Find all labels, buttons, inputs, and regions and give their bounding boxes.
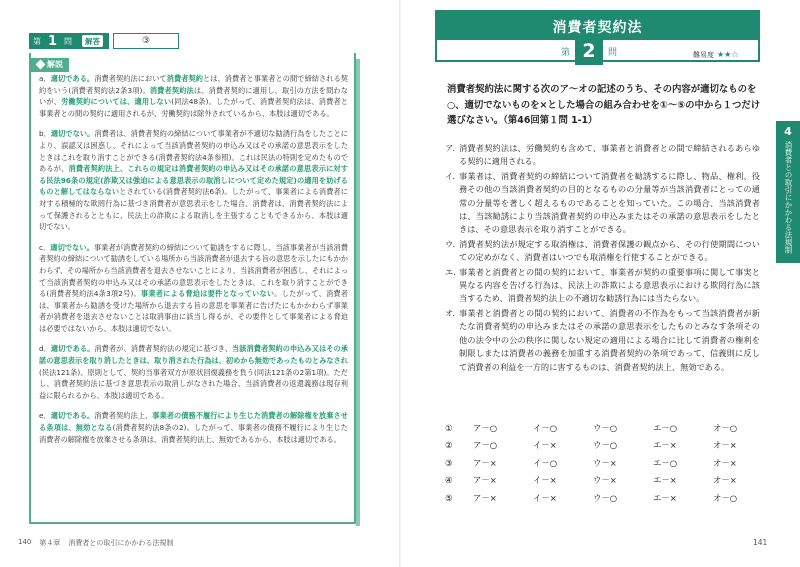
statement-text: 事業者は、消費者契約の締結について消費者を勧誘するに際し、物品、権利、役務その他の当該消費者契約の目的となるものの分量等が当該消費者にとっての通常の分量等を著しく超えるものであることを知っていた。この場合、当該消費者は、当該勧誘により当該消費者契約の申込みまたはその承諾の意思表示をしたときは、その意思表示を取り消すことができる。 xyxy=(459,170,760,235)
statement-item xyxy=(445,266,760,306)
highlighted-text: 消費者契約 xyxy=(166,74,204,83)
choice-number: ⑤ xyxy=(445,492,453,503)
difficulty xyxy=(693,50,739,60)
highlighted-text: 労働契約については、適用しない xyxy=(61,97,172,107)
choice-cell: ア－× xyxy=(473,457,497,468)
choice-cell: オ－× xyxy=(713,440,737,451)
statement-label: オ． xyxy=(445,307,461,318)
side-tab-number: 4 xyxy=(784,125,792,138)
question-number: 2 xyxy=(575,37,603,65)
choice-cell: オ－○ xyxy=(713,492,738,503)
choice-row xyxy=(445,419,773,437)
explanation-paragraph xyxy=(39,128,348,232)
choice-cell: イ－× xyxy=(533,475,557,486)
choice-cell: エ－× xyxy=(653,440,677,451)
choice-row xyxy=(445,472,773,490)
highlighted-text: 適切である。 xyxy=(50,74,95,83)
body-text: 消費者契約法上、 xyxy=(94,411,153,421)
explanation-body xyxy=(39,73,348,454)
statement-text: 事業者と消費者との間の契約において、事業者が契約の重要事項に関して事実と異なる内容を告げる行為は、民法上の詐欺による意思表示における欺罔行為に該当するため、消費者契約法上の不適切な勧誘行為には当たらない。 xyxy=(459,266,760,304)
body-text: e． xyxy=(39,411,51,421)
chapter-title: 消費者との取引にかかわる法規制 xyxy=(68,539,174,547)
right-page-number: 141 xyxy=(753,538,768,547)
diamond-icon xyxy=(36,60,46,70)
choice-cell: ウ－○ xyxy=(593,422,618,433)
question-stem: 消費者契約法に関する次のア〜オの記述のうち、その内容が適切なものを○、適切でないものを×とした場合の組み合わせを①〜⑤の中から１つだけ選びなさい。（第46回第１問 1-1） xyxy=(447,84,761,126)
statement-item xyxy=(445,142,760,169)
banner-title: 消費者契約法 xyxy=(552,20,643,36)
answer-tag-wrap xyxy=(76,33,109,49)
body-text: 事業者が消費者契約の締結について勧誘をするに際し、当該事業者が当該消費者契約の締結について勧誘をしている場所から当該消費者が退去する旨の意思を示したにもかかわらず、その場所から当該消費者を退去させないことにより、当該消費者が困惑し、それによって当該消費者契約の申込み又はその承諾の意思表示をしたときは、これを取り消すことができる(消費者契約法4条3項2号)。 xyxy=(39,242,348,299)
choice-cell: ウ－× xyxy=(593,457,617,468)
choice-cell: オ－× xyxy=(713,475,737,486)
choice-cell: エ－× xyxy=(653,492,677,503)
body-text: は、消費者契約に適用し、取引の方法を問わないが、 xyxy=(39,85,348,107)
choice-cell: オ－× xyxy=(713,457,737,468)
left-footer xyxy=(18,538,173,548)
answer-question-number: 1 xyxy=(45,33,60,49)
body-text: a． xyxy=(39,74,51,83)
statement-text: 事業者と消費者との間の契約において、消費者の不作為をもって当該消費者が新たな消費者契約の申込みまたはその承諾の意思表示をしたものとみなす条項その他の法令中の公の秩序に関しない規定の適用による場合に比して消費者の権利を制限しまたは消費者の義務を加重する消費者契約の条項であって、信義則に反して消費者の利益を一方的に害するものは、消費者契約法上、無効である。 xyxy=(459,307,760,372)
statement-list xyxy=(445,142,760,375)
body-text: 。したがって、消費者は、事業者から勧誘を受けた場所から退去する旨の意思を事業者に告げたにもかかわらず事業者が消費者を退去させないことは取消事由に該当し得るが、その要件として事業者による脅迫は必要ではないから、本肢は適切でない。 xyxy=(39,289,348,333)
statement-label: エ． xyxy=(445,266,462,277)
choice-cell: ア－× xyxy=(473,475,497,486)
highlighted-text: 事業者による脅迫は要件となっていない xyxy=(140,289,275,299)
body-text: (消費者契約法8条の2)。したがって、事業者の債務不履行により生じた消費者の解除権を放棄させる条項は、消費者契約法上、無効であるから、本肢は適切である。 xyxy=(39,423,348,444)
chapter-side-tab xyxy=(776,121,800,263)
statement-item xyxy=(445,170,760,237)
statement-item xyxy=(445,307,760,374)
choice-cell: ア－○ xyxy=(473,440,498,451)
side-tab-text: 消費者との取引にかかわる法規制 xyxy=(784,141,793,254)
choice-row xyxy=(445,454,773,472)
choice-cell: ウ－○ xyxy=(593,440,618,451)
choice-cell: イ－○ xyxy=(533,422,558,433)
choice-cell: エ－○ xyxy=(653,457,678,468)
choice-cell: エ－○ xyxy=(653,422,678,433)
statement-label: イ． xyxy=(445,170,461,181)
explanation-box xyxy=(29,53,356,524)
explanation-paragraph xyxy=(39,73,348,119)
explanation-box-shadow xyxy=(356,59,360,526)
statement-text: 消費者契約法が規定する取消権は、消費者保護の観点から、その行使期間についての定めがなく、消費者はいつでも取消権を行使することができる。 xyxy=(459,238,760,263)
choice-row xyxy=(445,489,773,507)
choice-number: ③ xyxy=(445,457,453,468)
answer-label-left: 第 xyxy=(29,33,45,49)
choice-cell: オ－○ xyxy=(713,422,738,433)
body-text: (同法48条)。したがって、消費者契約法は、消費者と事業者との間の契約に適用されるが、労働契約は除外されているから、本肢は適切である。 xyxy=(39,97,348,118)
answer-header xyxy=(29,33,179,49)
choice-cell: イ－○ xyxy=(533,457,558,468)
highlighted-text: 適切でない。 xyxy=(50,242,94,252)
statement-label: ウ． xyxy=(445,238,461,249)
choice-number: ④ xyxy=(445,475,453,486)
statement-item xyxy=(445,238,760,265)
answer-value: ③ xyxy=(113,33,179,49)
choice-table xyxy=(445,419,773,507)
body-text: d． xyxy=(39,344,51,354)
choice-row xyxy=(445,437,773,455)
choice-cell: ウ－○ xyxy=(593,492,618,503)
body-text: 消費者契約法において xyxy=(94,74,167,83)
difficulty-label: 難易度 xyxy=(693,51,714,59)
choice-cell: エ－× xyxy=(653,475,677,486)
choice-cell: ウ－× xyxy=(593,475,617,486)
highlighted-text: 事業者の債務不履行により生じた消費者の解除権を放棄させる条項は、無効となる xyxy=(39,411,348,433)
answer-tag: 解答 xyxy=(82,35,103,47)
body-text: (民法121条)、原則として、契約当事者双方が原状回復義務を負う(同法121条の2第1項)。ただし、消費者契約法に基づき意思表示の取消しがなされた場合、当該消費者の返還義務は現存利益に限られるから、本肢は適切である。 xyxy=(39,367,348,400)
difficulty-stars: ★★☆ xyxy=(717,50,739,59)
body-text: とは、消費者と事業者との間で締結される契約をいう(消費者契約法2条3項)。 xyxy=(39,74,348,95)
chapter-label: 第４章 xyxy=(39,539,61,547)
question-number-block xyxy=(556,38,622,64)
highlighted-text: 適切である。 xyxy=(50,344,95,354)
left-page xyxy=(0,0,399,567)
question-label-left: 第 xyxy=(561,47,571,58)
highlighted-text: 適切である。 xyxy=(50,411,95,421)
body-text: 消費者は、消費者契約の締結について事業者が不適切な勧誘行為をしたことにより、誤認又は困惑し、それによって当該消費者契約の申込み又はその承諾の意思表示をしたときはこれを取り消すことができる(消費者契約法4条参照)。これは民法の特則を定めたものであるが、 xyxy=(39,129,348,174)
body-text: c． xyxy=(39,242,51,252)
question-label-right: 問 xyxy=(608,47,618,58)
choice-cell: ア－× xyxy=(473,492,497,503)
question-banner xyxy=(435,10,760,62)
body-text: 消費者が、消費者契約法の規定に基づき、 xyxy=(94,344,232,354)
highlighted-text: 消費者契約法上、これらの規定は消費者契約の申込み又はその承諾の意思表示に対する民法96条の規定(詐欺又は強迫による意思表示の取消しについて定めた規定)の適用を妨げるものと解してはならない xyxy=(39,164,348,197)
explanation-paragraph xyxy=(39,343,348,401)
left-page-number: 140 xyxy=(18,538,32,546)
highlighted-text: 当該消費者契約の申込み又はその承諾の意思表示を取り消したときは、取り消された行為は、初めから無効であったものとみなされ xyxy=(39,344,348,366)
statement-text: 消費者契約法は、労働契約も含めて、事業者と消費者との間で締結されるあらゆる契約に適用される。 xyxy=(459,143,760,167)
explanation-paragraph xyxy=(39,242,348,335)
choice-cell: イ－× xyxy=(533,492,557,503)
highlighted-text: 適切でない。 xyxy=(50,129,95,139)
right-page xyxy=(401,0,800,567)
choice-number: ② xyxy=(445,440,453,451)
highlighted-text: 消費者契約法 xyxy=(149,85,194,95)
answer-label-right: 問 xyxy=(60,33,76,49)
choice-cell: ア－○ xyxy=(473,422,498,433)
body-text: b． xyxy=(39,129,51,139)
choice-number: ① xyxy=(445,422,453,433)
explanation-title xyxy=(31,53,354,67)
explanation-title-text: 解説 xyxy=(47,60,63,69)
explanation-paragraph xyxy=(39,410,348,445)
statement-label: ア． xyxy=(445,143,461,153)
body-text: とされている(消費者契約法6条)。したがって、事業者による消費者に対する積極的な欺罔行為に基づき消費者が意思表示をした場合、消費者は、消費者契約法によって保護されるとともに、民法上の詐欺による取消しを主張することもできるから、本肢は適切でない。 xyxy=(39,187,348,232)
choice-cell: イ－× xyxy=(533,440,557,451)
